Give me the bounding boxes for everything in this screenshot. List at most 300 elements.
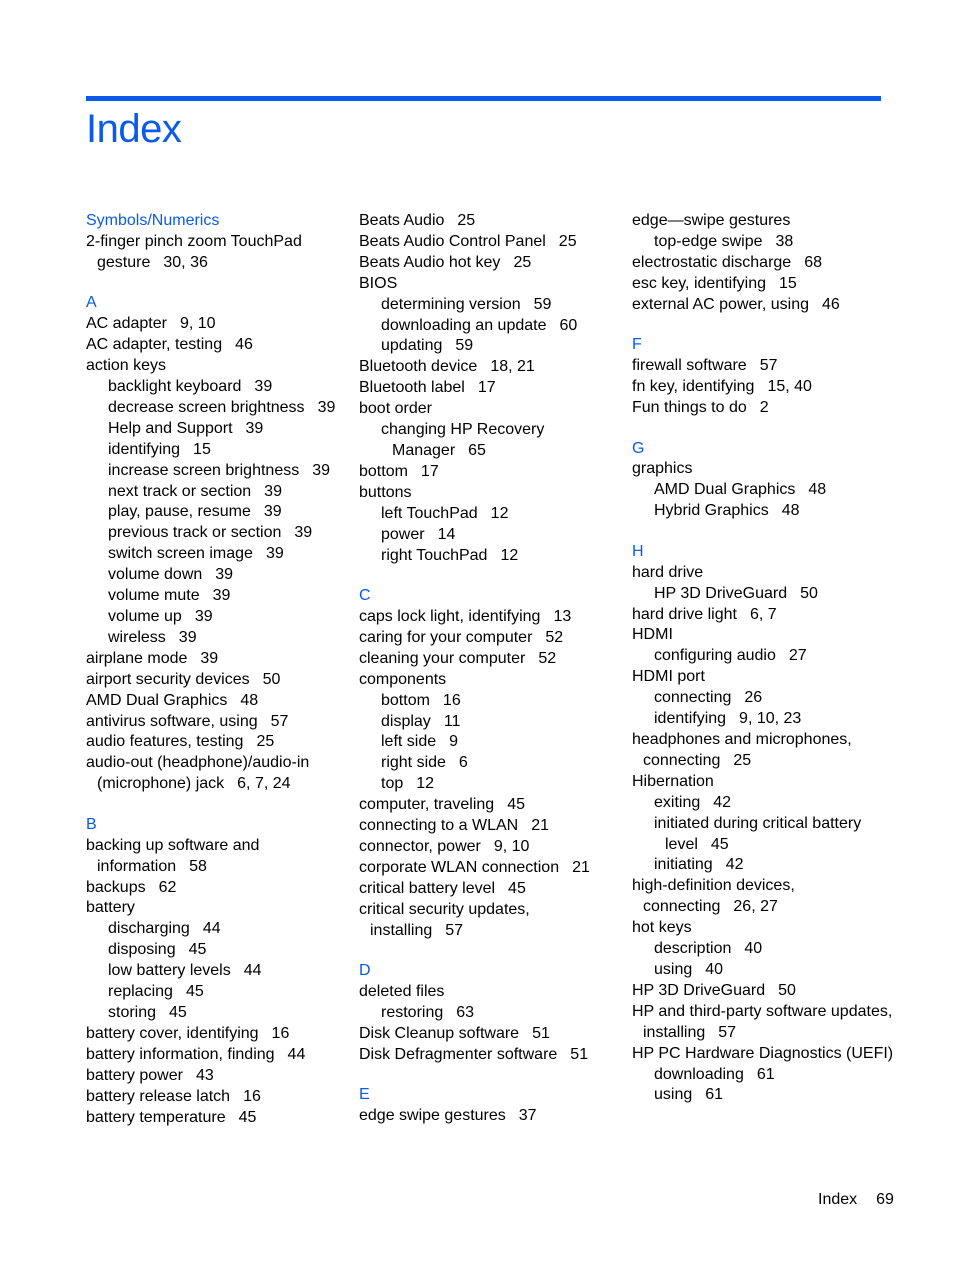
entry-pages: 17 xyxy=(420,462,439,480)
entry-term: using xyxy=(654,1086,693,1104)
index-entry xyxy=(86,649,348,670)
index-column-2 xyxy=(359,211,621,1127)
entry-term: decrease screen brightness xyxy=(108,398,305,416)
entry-pages: 9, 10, 23 xyxy=(739,710,802,728)
section-letter: H xyxy=(632,542,644,560)
index-entry xyxy=(632,1002,894,1044)
index-subentry xyxy=(86,523,348,544)
entry-pages: 26, 27 xyxy=(733,898,778,916)
entry-pages: 14 xyxy=(437,525,456,543)
index-subentry xyxy=(86,544,348,565)
index-subentry xyxy=(359,420,621,462)
entry-term: configuring audio xyxy=(654,647,776,665)
entry-term: HDMI xyxy=(632,626,673,644)
index-subentry xyxy=(359,712,621,733)
entry-term: disposing xyxy=(108,941,176,959)
entry-pages: 58 xyxy=(189,857,207,875)
entry-pages: 57 xyxy=(445,921,464,939)
entry-term: determining version xyxy=(381,295,521,313)
index-entry xyxy=(632,459,894,480)
entry-term: audio-out (headphone)/audio-in (microphone) jack xyxy=(86,754,310,793)
entry-pages: 21 xyxy=(531,817,549,835)
entry-pages: 48 xyxy=(240,691,259,709)
section-letter: G xyxy=(632,439,645,457)
entry-pages: 44 xyxy=(243,962,262,980)
entry-term: fn key, identifying xyxy=(632,378,755,396)
entry-pages: 38 xyxy=(775,232,794,250)
index-entry xyxy=(632,398,894,419)
index-subentry xyxy=(86,586,348,607)
entry-term: Help and Support xyxy=(108,419,233,437)
index-subentry xyxy=(359,316,621,337)
index-entry xyxy=(86,732,348,753)
index-subentry xyxy=(359,774,621,795)
entry-pages: 6 xyxy=(458,754,468,772)
entry-pages: 39 xyxy=(264,482,282,500)
index-subentry xyxy=(86,982,348,1003)
index-subentry xyxy=(86,502,348,523)
index-entry xyxy=(359,879,621,900)
entry-term: headphones and microphones, connecting xyxy=(632,731,852,769)
entry-pages: 39 xyxy=(194,608,213,625)
entry-term: description xyxy=(654,940,732,958)
index-subentry xyxy=(86,565,348,586)
index-section xyxy=(632,211,894,316)
entry-pages: 25 xyxy=(558,232,577,250)
index-entry xyxy=(359,357,621,378)
entry-term: 2-finger pinch zoom TouchPad gesture xyxy=(86,232,302,271)
index-entry xyxy=(632,625,894,646)
entry-pages: 59 xyxy=(533,295,552,313)
index-entry xyxy=(359,982,621,1003)
entry-term: battery temperature xyxy=(86,1108,226,1126)
index-entry xyxy=(359,837,621,858)
index-entry xyxy=(632,211,894,232)
index-section xyxy=(359,1085,621,1127)
index-entry xyxy=(359,649,621,670)
index-entry xyxy=(359,795,621,816)
entry-pages: 25 xyxy=(513,253,532,271)
index-entry xyxy=(86,1045,348,1066)
entry-pages: 51 xyxy=(570,1045,589,1063)
entry-term: critical battery level xyxy=(359,879,496,897)
index-entry xyxy=(86,898,348,919)
index-entry xyxy=(359,462,621,483)
entry-term: battery xyxy=(86,899,135,917)
entry-term: restoring xyxy=(381,1004,444,1021)
index-section xyxy=(359,211,621,566)
index-section xyxy=(86,815,348,1129)
index-entry xyxy=(86,670,348,691)
index-entry xyxy=(359,274,621,295)
entry-term: using xyxy=(654,960,693,978)
entry-pages: 27 xyxy=(788,647,807,665)
entry-pages: 39 xyxy=(212,587,231,605)
entry-pages: 45 xyxy=(185,983,204,1001)
entry-pages: 46 xyxy=(235,336,253,354)
index-entry xyxy=(632,377,894,398)
entry-pages: 15 xyxy=(779,274,797,292)
index-subentry xyxy=(632,688,894,709)
index-entry xyxy=(359,1024,621,1045)
entry-pages: 16 xyxy=(271,1024,290,1042)
index-subentry xyxy=(632,1065,894,1086)
index-subentry xyxy=(86,919,348,940)
entry-term: AC adapter, testing xyxy=(86,336,223,354)
entry-pages: 17 xyxy=(477,379,496,397)
entry-pages: 6, 7 xyxy=(749,605,777,623)
entry-term: Bluetooth label xyxy=(359,379,465,397)
entry-term: airport security devices xyxy=(86,670,250,688)
index-entry xyxy=(86,232,348,274)
entry-term: storing xyxy=(108,1004,157,1021)
entry-term: Bluetooth device xyxy=(359,358,478,376)
entry-pages: 46 xyxy=(822,295,840,313)
entry-term: connecting xyxy=(654,689,732,707)
entry-term: firewall software xyxy=(632,357,747,375)
entry-term: top-edge swipe xyxy=(654,232,763,250)
section-letter: F xyxy=(632,336,642,354)
entry-term: HP 3D DriveGuard xyxy=(654,584,788,602)
entry-pages: 68 xyxy=(804,253,822,271)
entry-term: Disk Cleanup software xyxy=(359,1024,520,1042)
entry-term: changing HP Recovery Manager xyxy=(381,421,545,459)
entry-term: Disk Defragmenter software xyxy=(359,1045,558,1063)
index-entry xyxy=(632,772,894,793)
index-subentry xyxy=(86,628,348,649)
index-entry xyxy=(86,878,348,899)
entry-term: bottom xyxy=(359,462,408,480)
index-entry xyxy=(359,1106,621,1127)
entry-term: audio features, testing xyxy=(86,733,244,751)
entry-term: electrostatic discharge xyxy=(632,253,792,271)
entry-term: BIOS xyxy=(359,274,398,292)
entry-term: right side xyxy=(381,754,446,772)
entry-term: HP PC Hardware Diagnostics (UEFI) xyxy=(632,1044,894,1062)
entry-pages: 12 xyxy=(416,775,435,793)
entry-pages: 40 xyxy=(744,940,763,958)
index-subentry xyxy=(632,1085,894,1106)
index-entry xyxy=(86,691,348,712)
entry-term: AC adapter xyxy=(86,315,167,333)
entry-pages: 39 xyxy=(317,398,336,416)
section-letter: A xyxy=(86,294,97,312)
index-entry xyxy=(86,753,348,795)
entry-term: buttons xyxy=(359,483,412,501)
entry-pages: 39 xyxy=(254,378,273,396)
index-entry xyxy=(86,1066,348,1087)
index-entry xyxy=(86,356,348,377)
entry-term: backlight keyboard xyxy=(108,378,242,396)
entry-term: hard drive light xyxy=(632,605,737,623)
index-subentry xyxy=(359,691,621,712)
entry-pages: 51 xyxy=(532,1024,550,1042)
entry-term: right TouchPad xyxy=(381,546,488,564)
index-entry xyxy=(359,399,621,420)
entry-pages: 15, 40 xyxy=(767,378,812,396)
index-subentry xyxy=(632,709,894,730)
entry-term: Beats Audio Control Panel xyxy=(359,232,546,250)
entry-pages: 50 xyxy=(800,584,818,602)
entry-pages: 21 xyxy=(572,858,590,876)
entry-pages: 2 xyxy=(759,398,769,416)
index-entry xyxy=(86,836,348,878)
index-subentry xyxy=(86,377,348,398)
entry-term: AMD Dual Graphics xyxy=(654,481,796,499)
entry-term: low battery levels xyxy=(108,962,231,980)
entry-term: graphics xyxy=(632,460,693,478)
entry-pages: 45 xyxy=(507,796,525,814)
entry-term: Beats Audio hot key xyxy=(359,253,501,271)
entry-pages: 39 xyxy=(265,545,284,563)
entry-term: display xyxy=(381,712,431,730)
entry-pages: 9, 10 xyxy=(493,837,530,855)
index-subentry xyxy=(359,732,621,753)
entry-term: identifying xyxy=(108,440,181,458)
index-section xyxy=(632,335,894,419)
entry-term: airplane mode xyxy=(86,649,188,667)
entry-term: increase screen brightness xyxy=(108,461,300,479)
index-entry xyxy=(359,1045,621,1066)
index-subentry xyxy=(632,939,894,960)
index-subentry xyxy=(359,336,621,357)
entry-pages: 65 xyxy=(468,441,486,459)
index-section xyxy=(86,211,348,274)
index-subentry xyxy=(86,1003,348,1024)
index-entry xyxy=(86,712,348,733)
index-section xyxy=(632,542,894,1106)
index-section xyxy=(632,439,894,523)
index-entry xyxy=(359,670,621,691)
entry-term: updating xyxy=(381,337,443,355)
entry-term: edge—swipe gestures xyxy=(632,212,791,229)
section-letter: D xyxy=(359,962,371,980)
entry-term: switch screen image xyxy=(108,545,253,563)
index-entry xyxy=(632,356,894,377)
entry-term: backups xyxy=(86,878,146,896)
entry-term: action keys xyxy=(86,357,167,375)
entry-pages: 44 xyxy=(202,920,221,938)
index-entry xyxy=(632,253,894,274)
index-subentry xyxy=(632,501,894,522)
entry-pages: 39 xyxy=(178,628,197,646)
entry-term: hot keys xyxy=(632,919,692,937)
entry-pages: 11 xyxy=(443,712,461,730)
index-entry xyxy=(359,253,621,274)
entry-pages: 48 xyxy=(808,481,827,499)
entry-pages: 50 xyxy=(778,981,796,999)
entry-term: computer, traveling xyxy=(359,796,495,814)
entry-term: top xyxy=(381,775,404,793)
index-entry xyxy=(359,232,621,253)
entry-term: Beats Audio xyxy=(359,212,445,229)
entry-pages: 12 xyxy=(500,546,519,564)
entry-pages: 40 xyxy=(705,960,724,978)
index-section xyxy=(359,586,621,941)
entry-term: exiting xyxy=(654,793,701,811)
index-column-1 xyxy=(86,211,348,1128)
index-entry xyxy=(632,918,894,939)
section-letter: E xyxy=(359,1086,370,1104)
entry-term: replacing xyxy=(108,983,173,1001)
entry-term: previous track or section xyxy=(108,524,282,542)
entry-pages: 52 xyxy=(538,649,557,667)
entry-term: antivirus software, using xyxy=(86,712,258,730)
entry-pages: 15 xyxy=(193,440,211,458)
header-rule xyxy=(86,96,881,101)
entry-term: backing up software and information xyxy=(86,836,260,875)
footer-label: Index xyxy=(818,1191,858,1208)
entry-pages: 12 xyxy=(490,504,509,522)
entry-term: battery cover, identifying xyxy=(86,1024,259,1042)
entry-term: Hibernation xyxy=(632,772,714,790)
entry-term: left TouchPad xyxy=(381,504,478,522)
entry-term: hard drive xyxy=(632,563,704,581)
entry-term: high-definition devices, connecting xyxy=(632,877,795,916)
page-footer xyxy=(818,1190,894,1210)
index-subentry xyxy=(359,1003,621,1024)
index-subentry xyxy=(632,814,894,856)
index-entry xyxy=(86,1087,348,1108)
entry-pages: 42 xyxy=(725,856,744,874)
entry-pages: 6, 7, 24 xyxy=(237,775,291,793)
index-subentry xyxy=(632,584,894,605)
entry-pages: 45 xyxy=(238,1108,257,1126)
index-subentry xyxy=(86,940,348,961)
entry-term: battery information, finding xyxy=(86,1045,275,1063)
entry-pages: 16 xyxy=(243,1087,261,1105)
entry-term: identifying xyxy=(654,710,727,728)
entry-pages: 39 xyxy=(263,503,282,521)
entry-pages: 26 xyxy=(744,689,763,707)
entry-term: connecting to a WLAN xyxy=(359,817,519,835)
index-entry xyxy=(359,628,621,649)
entry-term: esc key, identifying xyxy=(632,274,766,292)
entry-pages: 59 xyxy=(455,337,474,355)
entry-term: downloading an update xyxy=(381,316,547,334)
footer-page-number: 69 xyxy=(876,1191,894,1208)
index-subentry xyxy=(359,525,621,546)
entry-term: left side xyxy=(381,733,437,751)
index-entry xyxy=(359,900,621,942)
index-section xyxy=(359,961,621,1066)
entry-pages: 25 xyxy=(457,212,476,229)
entry-pages: 9, 10 xyxy=(179,315,216,333)
entry-pages: 61 xyxy=(756,1065,775,1083)
entry-term: caring for your computer xyxy=(359,628,533,646)
index-subentry xyxy=(359,295,621,316)
index-entry xyxy=(359,211,621,232)
index-subentry xyxy=(359,546,621,567)
index-entry xyxy=(632,1044,894,1065)
entry-pages: 42 xyxy=(713,793,732,811)
index-entry xyxy=(632,274,894,295)
section-letter: C xyxy=(359,587,371,605)
entry-pages: 52 xyxy=(545,628,564,646)
index-entry xyxy=(86,1024,348,1045)
entry-pages: 37 xyxy=(518,1107,537,1125)
entry-pages: 57 xyxy=(718,1023,737,1041)
entry-term: volume mute xyxy=(108,587,200,605)
index-entry xyxy=(632,730,894,772)
entry-term: initiated during critical battery level xyxy=(654,814,862,853)
index-subentry xyxy=(359,504,621,525)
index-entry xyxy=(359,378,621,399)
index-subentry xyxy=(86,440,348,461)
entry-term: play, pause, resume xyxy=(108,503,251,521)
entry-pages: 39 xyxy=(215,566,234,584)
entry-term: components xyxy=(359,670,447,688)
entry-term: HP and third-party software updates, installing xyxy=(632,1002,893,1041)
entry-pages: 39 xyxy=(200,649,219,667)
index-subentry xyxy=(632,855,894,876)
index-subentry xyxy=(359,753,621,774)
entry-pages: 45 xyxy=(169,1004,187,1021)
index-subentry xyxy=(86,961,348,982)
index-entry xyxy=(632,295,894,316)
entry-pages: 57 xyxy=(759,357,778,375)
entry-term: HDMI port xyxy=(632,668,705,686)
index-entry xyxy=(86,1108,348,1129)
entry-pages: 44 xyxy=(287,1045,306,1063)
entry-pages: 30, 36 xyxy=(163,253,208,271)
entry-pages: 13 xyxy=(553,608,572,625)
index-entry xyxy=(632,563,894,584)
entry-term: power xyxy=(381,525,425,543)
entry-term: next track or section xyxy=(108,482,252,500)
index-entry xyxy=(359,816,621,837)
entry-pages: 45 xyxy=(508,879,526,897)
index-entry xyxy=(359,858,621,879)
entry-pages: 16 xyxy=(442,691,461,709)
entry-term: AMD Dual Graphics xyxy=(86,691,228,709)
index-subentry xyxy=(86,398,348,419)
entry-pages: 60 xyxy=(559,316,578,334)
index-subentry xyxy=(86,482,348,503)
entry-term: Fun things to do xyxy=(632,398,747,416)
entry-pages: 18, 21 xyxy=(490,358,535,376)
entry-term: initiating xyxy=(654,856,713,874)
entry-pages: 43 xyxy=(195,1066,214,1084)
entry-term: volume down xyxy=(108,566,203,584)
index-entry xyxy=(632,876,894,918)
entry-term: downloading xyxy=(654,1065,744,1083)
entry-pages: 25 xyxy=(733,751,752,769)
entry-pages: 39 xyxy=(294,524,313,542)
entry-pages: 39 xyxy=(312,461,331,479)
index-subentry xyxy=(632,646,894,667)
index-subentry xyxy=(632,480,894,501)
index-subentry xyxy=(86,607,348,628)
entry-term: battery release latch xyxy=(86,1087,231,1105)
index-entry xyxy=(86,335,348,356)
entry-term: battery power xyxy=(86,1066,183,1084)
entry-pages: 61 xyxy=(705,1086,724,1104)
entry-term: edge swipe gestures xyxy=(359,1107,506,1125)
section-letter: B xyxy=(86,815,97,833)
entry-pages: 39 xyxy=(245,419,264,437)
index-subentry xyxy=(632,232,894,253)
entry-pages: 45 xyxy=(188,941,207,959)
index-subentry xyxy=(86,461,348,482)
entry-term: HP 3D DriveGuard xyxy=(632,981,766,999)
section-letter: Symbols/Numerics xyxy=(86,212,220,229)
page-title: Index xyxy=(86,107,182,151)
index-section xyxy=(86,293,348,795)
index-entry xyxy=(359,607,621,628)
entry-pages: 50 xyxy=(262,670,281,688)
index-subentry xyxy=(86,419,348,440)
